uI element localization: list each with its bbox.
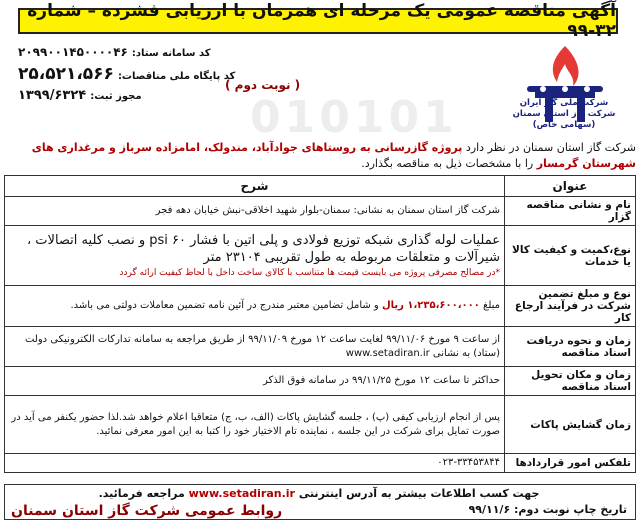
intro-part-1: شرکت گاز استان سمنان در نظر دارد <box>462 141 636 154</box>
table-row <box>5 197 636 226</box>
row-label: زمان و مکان تحویل اسناد مناقصه <box>505 367 636 396</box>
header-title: عنوان <box>505 176 636 197</box>
national-code-row <box>18 64 238 86</box>
company-name <box>509 98 619 131</box>
permit-value: ۱۳۹۹/۶۳۲۴ <box>18 88 87 103</box>
row-value: از ساعت ۹ مورخ ۹۹/۱۱/۰۶ لغایت ساعت ۱۲ مورخ ۹۹/۱۱/۰۹ از طریق مراجعه به سامانه تدارکات الکترونیکی دولت (ستاد) به نشانی www.setadiran.ir <box>5 327 505 367</box>
row-value-cell <box>5 286 505 327</box>
company-line-1: شرکت ملی گاز ایران <box>519 98 609 108</box>
row-value: شرکت گاز استان سمنان به نشانی: سمنان-بلوار شهید اخلاقی-نبش خیابان دهه فجر <box>5 197 505 226</box>
intro-paragraph <box>6 140 636 172</box>
row-label: زمان و نحوه دریافت اسناد مناقصه <box>505 327 636 367</box>
row-value-cell <box>5 226 505 286</box>
table-row <box>5 226 636 286</box>
more-info-pre: جهت کسب اطلاعات بیشتر به آدرس اینترنتی <box>294 487 540 500</box>
row-label: زمان گشایش پاکات <box>505 396 636 454</box>
row-value: پس از انجام ارزیابی کیفی (پ) ، جلسه گشایش پاکات (الف، ب، ج) متعاقبا اعلام خواهد شد.لذا حضور یکنفر می آید در صورت تمایل برای شرکت در این جلسه ، نماینده تام الاختیار خود را کتبا به این امور معرفی نمائید. <box>5 396 505 454</box>
company-line-2: شرکت گاز استان سمنان <box>512 109 616 119</box>
turn-label: ( نوبت دوم ) <box>225 78 301 92</box>
tender-codes <box>18 42 238 108</box>
row-value: و شامل تضامین معتبر مندرج در آئین نامه تضمین معاملات دولتی می باشد. <box>70 300 382 311</box>
row-label: نام و نشانی مناقصه گزار <box>505 197 636 226</box>
row-prefix: مبلغ <box>479 300 500 311</box>
row-label: نوع و مبلغ تضمین شرکت در فرآیند ارجاع کار <box>505 286 636 327</box>
notice-title: آگهی مناقصه عمومی یک مرحله ای همزمان با ارزیابی فشرده – شماره ۳۲-۹۹ <box>18 8 618 34</box>
row-note: *در مصالح مصرفی پروژه می بایست قیمت ها متناسب با کالای ساخت داخل با لحاظ کیفیت ارائه گردد <box>119 267 500 278</box>
more-info <box>11 487 627 500</box>
setad-link[interactable]: www.setadiran.ir <box>188 487 295 500</box>
public-relations: روابط عمومی شرکت گاز استان سمنان <box>11 503 283 519</box>
table-row <box>5 327 636 367</box>
watermark: 010101 <box>250 92 458 143</box>
table-row <box>5 286 636 327</box>
national-code-label: کد پایگاه ملی مناقصات: <box>117 71 236 82</box>
setad-code-label: کد سامانه ستاد: <box>131 48 211 59</box>
table-row <box>5 396 636 454</box>
row-label: نوع،کمیت و کیفیت کالا یا خدمات <box>505 226 636 286</box>
header-desc: شرح <box>5 176 505 197</box>
table-row <box>5 367 636 396</box>
row-value: ۰۲۳-۳۳۴۵۳۸۴۴ <box>5 454 505 473</box>
row-label: تلفکس امور قراردادها <box>505 454 636 473</box>
permit-row <box>18 86 238 108</box>
intro-part-2: را با مشخصات ذیل به مناقصه بگذارد. <box>361 157 537 170</box>
more-info-post: مراجعه فرمائید. <box>98 487 189 500</box>
footer <box>4 484 636 520</box>
row-value: حداکثر تا ساعت ۱۲ مورخ ۹۹/۱۱/۲۵ در سامانه فوق الذکر <box>5 367 505 396</box>
table-row <box>5 454 636 473</box>
national-code-value: ۲۵،۵۲۱،۵۶۶ <box>18 64 114 84</box>
intro-project: پروژه گازرسانی به روستاهای جوادآباد، مندولک، امامزاده سرباز و مرغداری های شهرستان گرمسار <box>31 141 636 170</box>
footer-bottom <box>11 503 627 519</box>
guarantee-amount: ۱،۲۳۵،۶۰۰،۰۰۰ ریال <box>381 300 480 311</box>
row-value: عملیات لوله گذاری شبکه توزیع فولادی و پلی اتین با فشار ۶۰ psi و نصب کلیه اتصالات ، شیرآلات و متعلقات مربوطه به طول تقریبی ۲۳۱۰۴ متر <box>26 232 500 265</box>
permit-label: مجوز ثبت: <box>90 91 142 102</box>
table-header <box>5 176 636 197</box>
tender-table <box>4 175 636 473</box>
setad-code-row <box>18 42 238 64</box>
setad-code-value: ۲۰۹۹۰۰۱۴۵۰۰۰۰۴۶ <box>18 45 128 59</box>
print-date: تاریخ چاپ نوبت دوم: ۹۹/۱۱/۶ <box>468 503 627 516</box>
company-line-3: (سهامی خاص) <box>532 120 596 130</box>
